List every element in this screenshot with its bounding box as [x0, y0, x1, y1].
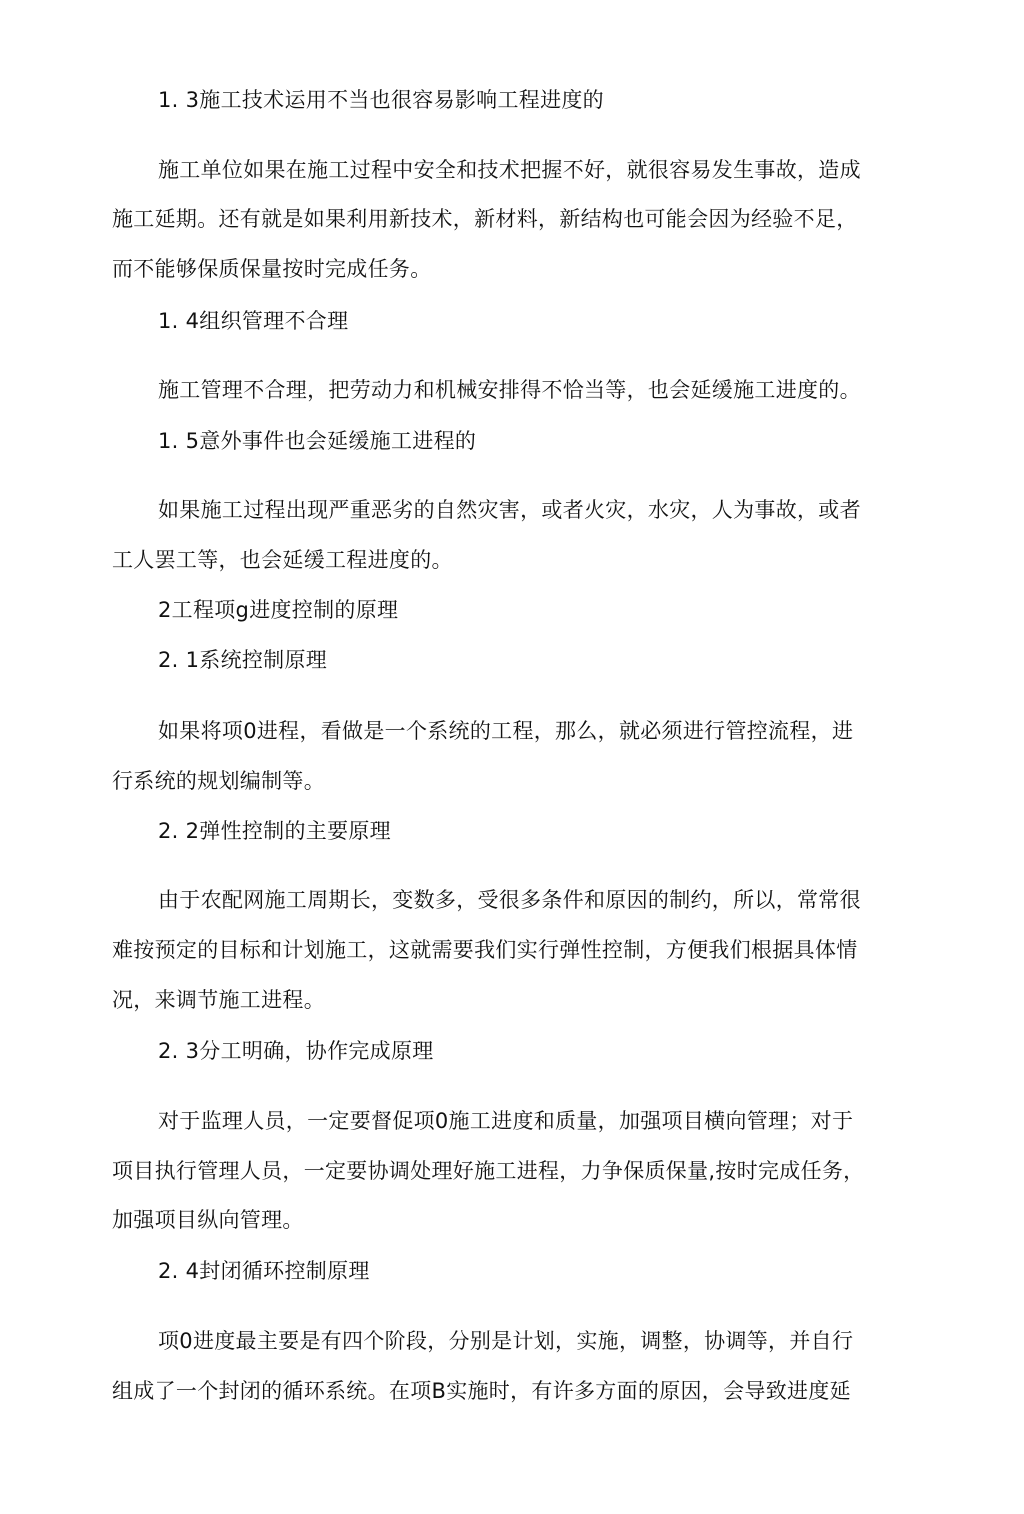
paragraph-line: 加强项目纵向管理。	[112, 1208, 304, 1232]
section-heading-2-2: 2. 2弹性控制的主要原理	[158, 819, 391, 843]
paragraph-line: 由于农配网施工周期长，变数多，受很多条件和原因的制约，所以，常常很	[158, 888, 861, 912]
section-heading-1-3: 1. 3施工技术运用不当也很容易影响工程进度的	[158, 88, 604, 112]
paragraph-line: 况，来调节施工进程。	[112, 988, 325, 1012]
paragraph-line: 如果将项0进程，看做是一个系统的工程，那么，就必须进行管控流程，进	[158, 719, 854, 743]
paragraph-line: 施工管理不合理，把劳动力和机械安排得不恰当等，也会延缓施工进度的。	[158, 378, 861, 402]
section-heading-2-4: 2. 4封闭循环控制原理	[158, 1259, 370, 1283]
paragraph-line: 而不能够保质保量按时完成任务。	[112, 257, 432, 281]
paragraph-line: 对于监理人员，一定要督促项0施工进度和质量，加强项目横向管理；对于	[158, 1109, 854, 1133]
paragraph-line: 工人罢工等，也会延缓工程进度的。	[112, 548, 453, 572]
paragraph-line: 项目执行管理人员，一定要协调处理好施工进程，力争保质保量,按时完成任务，	[112, 1159, 865, 1183]
paragraph-line: 组成了一个封闭的循环系统。在项B实施时，有许多方面的原因，会导致进度延	[112, 1379, 851, 1403]
paragraph-line: 施工延期。还有就是如果利用新技术，新材料，新结构也可能会因为经验不足，	[112, 207, 858, 231]
section-heading-2-3: 2. 3分工明确，协作完成原理	[158, 1039, 434, 1063]
paragraph-line: 行系统的规划编制等。	[112, 769, 325, 793]
paragraph-line: 难按预定的目标和计划施工，这就需要我们实行弹性控制，方便我们根据具体情	[112, 938, 858, 962]
paragraph-line: 项0进度最主要是有四个阶段，分别是计划，实施，调整，协调等，并自行	[158, 1329, 854, 1353]
section-heading-1-5: 1. 5意外事件也会延缓施工进程的	[158, 429, 477, 453]
paragraph-line: 如果施工过程出现严重恶劣的自然灾害，或者火灾，水灾，人为事故，或者	[158, 498, 861, 522]
section-heading-2: 2工程项g进度控制的原理	[158, 598, 399, 622]
paragraph-line: 施工单位如果在施工过程中安全和技术把握不好，就很容易发生事故，造成	[158, 158, 861, 182]
section-heading-2-1: 2. 1系统控制原理	[158, 648, 328, 672]
section-heading-1-4: 1. 4组织管理不合理	[158, 309, 349, 333]
